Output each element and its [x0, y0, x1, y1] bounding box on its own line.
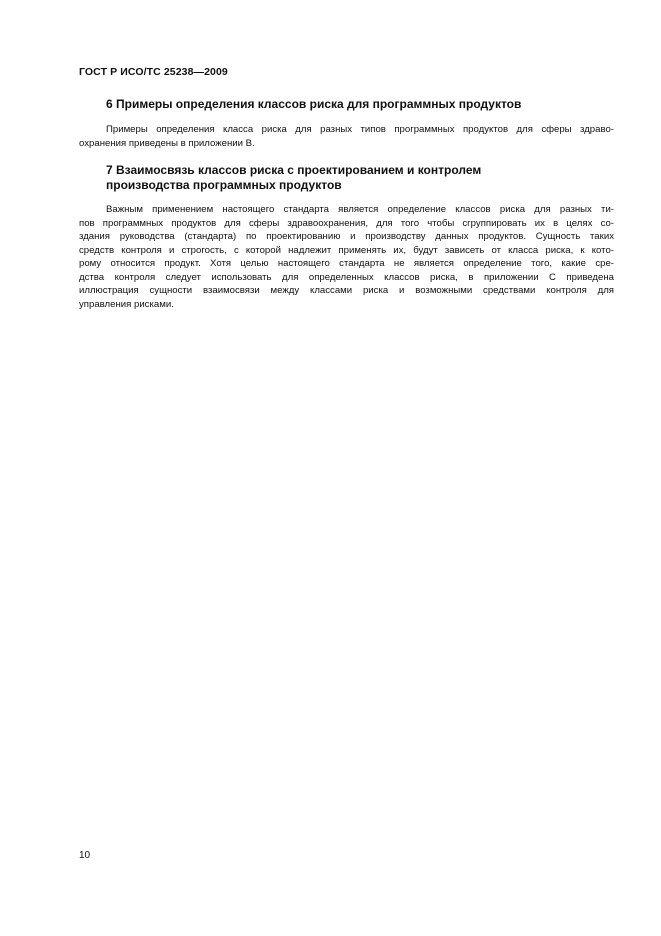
paragraph-line: дства контроля следует использовать для определенных классов риска, в приложении С приведена	[79, 271, 614, 283]
paragraph-line: рому относится продукт. Хотя целью настоящего стандарта не является определение того, какие сре-	[79, 258, 614, 269]
paragraph-line: пов программных продуктов для сферы здравоохранения, для того чтобы сгруппировать их в целях со-	[79, 217, 614, 229]
section-6-heading: 6 Примеры определения классов риска для программных продуктов	[106, 97, 522, 111]
paragraph-line: охранения приведены в приложении В.	[79, 137, 255, 149]
section-7-heading	[106, 163, 606, 193]
paragraph-line: управления рисками.	[79, 298, 174, 310]
paragraph-line: иллюстрация сущности взаимосвязи между классами риска и возможными средствами контроля для	[79, 285, 614, 296]
page-number: 10	[79, 850, 91, 861]
paragraph-line: Важным применением настоящего стандарта является определение классов риска для разных ти-	[106, 204, 614, 215]
section-7-heading-line: 7 Взаимосвязь классов риска с проектированием и контролем	[106, 163, 482, 177]
section-7-heading-line: производства программных продуктов	[106, 178, 342, 192]
paragraph-line: здания руководства (стандарта) по проектированию и производству данных продуктов. Сущность таких	[79, 231, 614, 242]
section-6-paragraph	[79, 123, 614, 150]
document-id-header: ГОСТ Р ИСО/ТС 25238—2009	[79, 66, 228, 78]
paragraph-line: Примеры определения класса риска для разных типов программных продуктов для сферы здраво-	[106, 124, 614, 135]
paragraph-line: средств контроля и строгость, с которой надлежит применять их, будут зависеть от класса риска, к кото-	[79, 244, 614, 256]
section-7-paragraph	[79, 203, 614, 311]
